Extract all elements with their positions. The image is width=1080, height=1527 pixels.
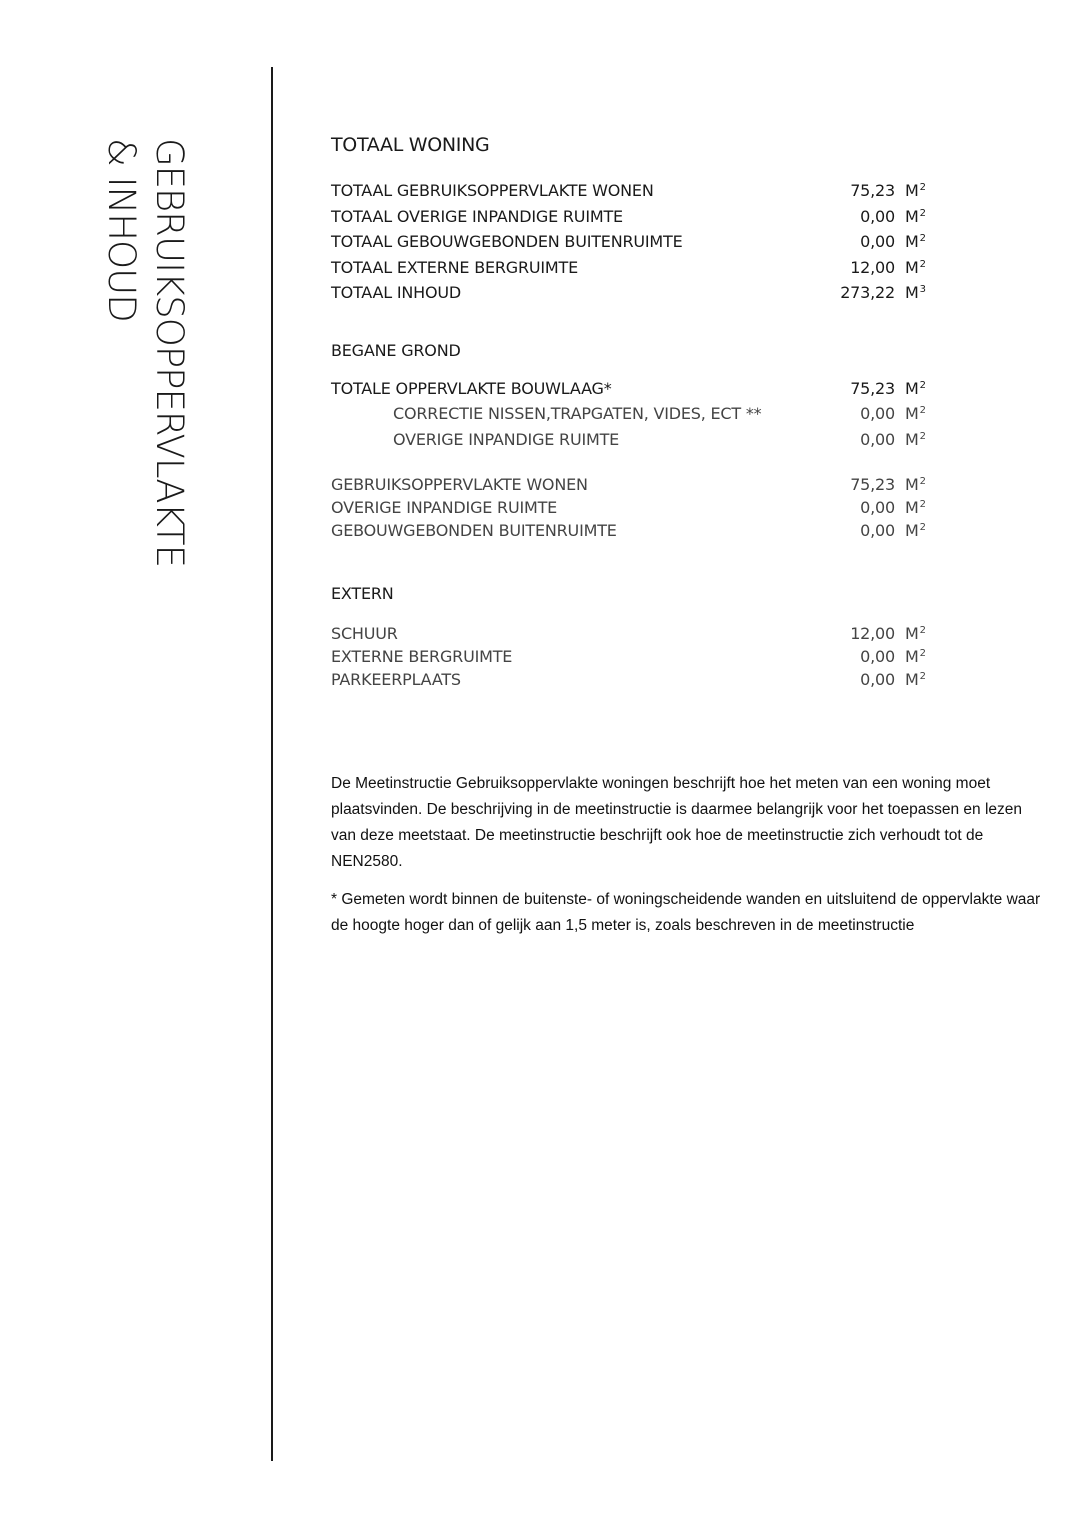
row-value: 12,00 xyxy=(850,624,895,643)
table-row xyxy=(331,668,931,692)
table-row xyxy=(331,281,931,305)
row-label: CORRECTIE NISSEN,TRAPGATEN, VIDES, ECT ** xyxy=(393,404,762,423)
row-label: TOTALE OPPERVLAKTE BOUWLAAG* xyxy=(331,379,612,398)
row-label: TOTAAL EXTERNE BERGRUIMTE xyxy=(331,258,579,277)
row-label: OVERIGE INPANDIGE RUIMTE xyxy=(393,430,620,449)
page-title-line-2: & INHOUD xyxy=(100,138,143,322)
row-unit: $M^3$ xyxy=(905,283,926,302)
row-unit: $M^2$ xyxy=(905,498,926,517)
section-heading-totaal-woning: TOTAAL WONING xyxy=(331,134,490,156)
table-row xyxy=(331,402,931,426)
row-label: OVERIGE INPANDIGE RUIMTE xyxy=(331,498,558,517)
row-label: GEBOUWGEBONDEN BUITENRUIMTE xyxy=(331,521,617,540)
row-label: GEBRUIKSOPPERVLAKTE WONEN xyxy=(331,475,588,494)
row-value: 75,23 xyxy=(850,181,895,200)
row-value: 0,00 xyxy=(860,670,895,689)
vertical-divider xyxy=(271,67,273,1461)
page-title-line-1: GEBRUIKSOPPERVLAKTE xyxy=(148,138,191,567)
row-unit: $M^2$ xyxy=(905,475,926,494)
row-label: TOTAAL GEBRUIKSOPPERVLAKTE WONEN xyxy=(331,181,654,200)
section-heading-begane-grond: BEGANE GROND xyxy=(331,341,461,360)
row-unit: $M^2$ xyxy=(905,181,926,200)
note-paragraph-footnote: * Gemeten wordt binnen de buitenste- of woningscheidende wanden en uitsluitend de oppervlakte waar de hoogte hoger dan of gelijk aan 1,5 meter is, zoals beschreven in de meetinstructie xyxy=(331,891,1041,934)
row-value: 75,23 xyxy=(850,475,895,494)
row-value: 0,00 xyxy=(860,430,895,449)
row-label: EXTERNE BERGRUIMTE xyxy=(331,647,513,666)
table-row xyxy=(331,622,931,646)
row-label: PARKEERPLAATS xyxy=(331,670,461,689)
table-row xyxy=(331,230,931,254)
row-label: TOTAAL GEBOUWGEBONDEN BUITENRUIMTE xyxy=(331,232,683,251)
row-unit: $M^2$ xyxy=(905,379,926,398)
row-value: 0,00 xyxy=(860,207,895,226)
row-unit: $M^2$ xyxy=(905,430,926,449)
section-heading-extern: EXTERN xyxy=(331,584,394,603)
page-title xyxy=(97,138,193,567)
row-value: 0,00 xyxy=(860,232,895,251)
row-value: 0,00 xyxy=(860,498,895,517)
table-row xyxy=(331,645,931,669)
row-label: TOTAAL INHOUD xyxy=(331,283,461,302)
row-unit: $M^2$ xyxy=(905,207,926,226)
row-unit: $M^2$ xyxy=(905,232,926,251)
table-row xyxy=(331,428,931,452)
row-value: 75,23 xyxy=(850,379,895,398)
table-row xyxy=(331,473,931,497)
row-unit: $M^2$ xyxy=(905,258,926,277)
table-row xyxy=(331,179,931,203)
row-unit: $M^2$ xyxy=(905,647,926,666)
row-label: TOTAAL OVERIGE INPANDIGE RUIMTE xyxy=(331,207,623,226)
table-row xyxy=(331,377,931,401)
row-unit: $M^2$ xyxy=(905,670,926,689)
row-unit: $M^2$ xyxy=(905,521,926,540)
table-row xyxy=(331,496,931,520)
row-value: 12,00 xyxy=(850,258,895,277)
row-value: 273,22 xyxy=(840,283,895,302)
table-row xyxy=(331,205,931,229)
row-label: SCHUUR xyxy=(331,624,398,643)
note-paragraph-meetinstructie: De Meetinstructie Gebruiksoppervlakte woningen beschrijft hoe het meten van een woning moet plaatsvinden. De beschrijving in de meetinstructie is daarmee belangrijk voor het toepassen en lezen van deze meetstaat. De meetinstructie beschrijft ook hoe de meetinstructie zich verhoudt tot de NEN2580. xyxy=(331,775,1023,870)
table-row xyxy=(331,256,931,280)
row-value: 0,00 xyxy=(860,647,895,666)
row-value: 0,00 xyxy=(860,404,895,423)
table-row xyxy=(331,519,931,543)
row-value: 0,00 xyxy=(860,521,895,540)
row-unit: $M^2$ xyxy=(905,404,926,423)
row-unit: $M^2$ xyxy=(905,624,926,643)
